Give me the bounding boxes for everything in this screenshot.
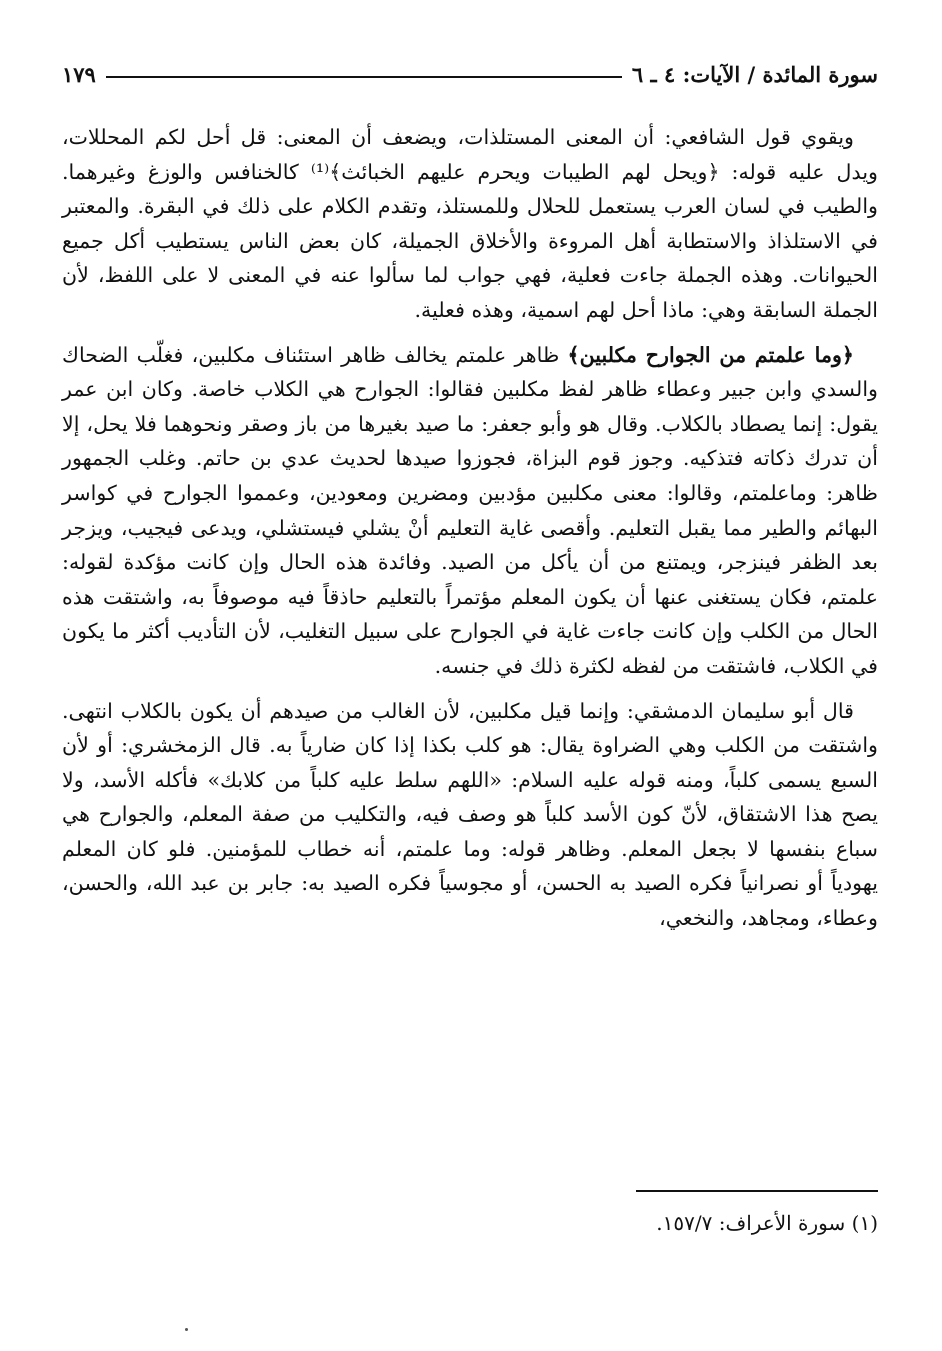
paragraph [62,338,878,684]
paragraph-text: ظاهر علمتم يخالف ظاهر استئناف مكلبين، فغلّب الضحاك والسدي وابن جبير وعطاء ظاهر لفظ مكلبين فقالوا: الجوارح هي الكلاب خاصة. وكان ابن عمر يقول: إنما يصطاد بالكلاب. وقال هو وأبو جعفر: ما صيد بغيرها من باز وصقر ونحوهما فلا يحل، إلا أن تدرك ذكاته فتذكيه. وجوز قوم البزاة، فجوزوا صيدها لحديث عدي بن حاتم. وغلب الجمهور ظاهر: وماعلمتم، وقالوا: معنى مكلبين مؤدبين ومضرين ومعودين، وعمموا الجوارح في كواسر البهائم والطير مما يقبل التعليم. وأقصى غاية التعليم أنْ يشلي فيستشلي، ويدعى فيجيب، ويزجر بعد الظفر فينزجر، ويمتنع من أن يأكل من الصيد. وفائدة هذه الحال وإن كانت مؤكدة لقوله: علمتم، فكان يستغنى عنها أن يكون المعلم مؤتمراً بالتعليم حاذقاً فيه موصوفاً به، واشتقت هذه الحال من الكلب وإن كانت جاءت غاية في الجوارح على سبيل التغليب، لأن التأديب أكثر ما يكون في الكلاب، فاشتقت من لفظه لكثرة ذلك في جنسه. [62,342,878,678]
footnote: (١) سورة الأعراف: ١٥٧/٧. [656,1211,878,1235]
surah-title: سورة المائدة / الآيات: ٤ ـ ٦ [631,61,878,87]
paragraph-text: قال أبو سليمان الدمشقي: وإنما قيل مكلبين، لأن الغالب من صيدهم أن يكون بالكلاب انتهى. واشتقت من الكلب وهي الضراوة يقال: هو كلب بكذا إذا كان ضارياً به. قال الزمخشري: أو لأن السبع يسمى كلباً، ومنه قوله عليه السلام: «اللهم سلط عليه كلباً من كلابك» فأكله الأسد، ولا يصح هذا الاشتقاق، لأنّ كون الأسد كلباً هو وصف فيه، والتكليب من صفة المعلم، والجوارح هي سباع بنفسها لا بجعل المعلم. وظاهر قوله: وما علمتم، أنه خطاب للمؤمنين. فلو كان المعلم يهودياً أو نصرانياً فكره الصيد به الحسن، أو مجوسياً فكره الصيد به: جابر بن عبد الله، والحسن، وعطاء، ومجاهد، والنخعي، [62,698,878,931]
main-text [62,120,878,946]
scan-speck [185,1328,188,1331]
paragraph-text: ويقوي قول الشافعي: أن المعنى المستلذات، ويضعف أن المعنى: قل أحل لكم المحللات، ويدل عليه قوله: ﴿ويحل لهم الطيبات ويحرم عليهم الخبائث﴾⁽¹⁾ كالخنافس والوزغ وغيرهما. والطيب في لسان العرب يستعمل للحلال وللمستلذ، وتقدم الكلام على ذلك في البقرة. والمعتبر في الاستلذاذ والاستطابة أهل المروءة والأخلاق الجميلة، كان بعض الناس يستطيب أكل جميع الحيوانات. وهذه الجملة جاءت فعلية، فهي جواب لما سألوا عنه في المعنى لا على اللفظ، لأن الجملة السابقة وهي: ماذا أحل لهم اسمية، وهذه فعلية. [62,125,878,322]
paragraph [62,694,878,936]
header-rule [106,76,622,78]
paragraph [62,120,878,328]
footnote-separator [636,1190,878,1192]
book-page [62,56,878,1306]
verse-quote: ﴿وما علمتم من الجوارح مكلبين﴾ [567,342,854,367]
running-header [62,56,878,92]
page-number: ١٧٩ [62,61,96,87]
